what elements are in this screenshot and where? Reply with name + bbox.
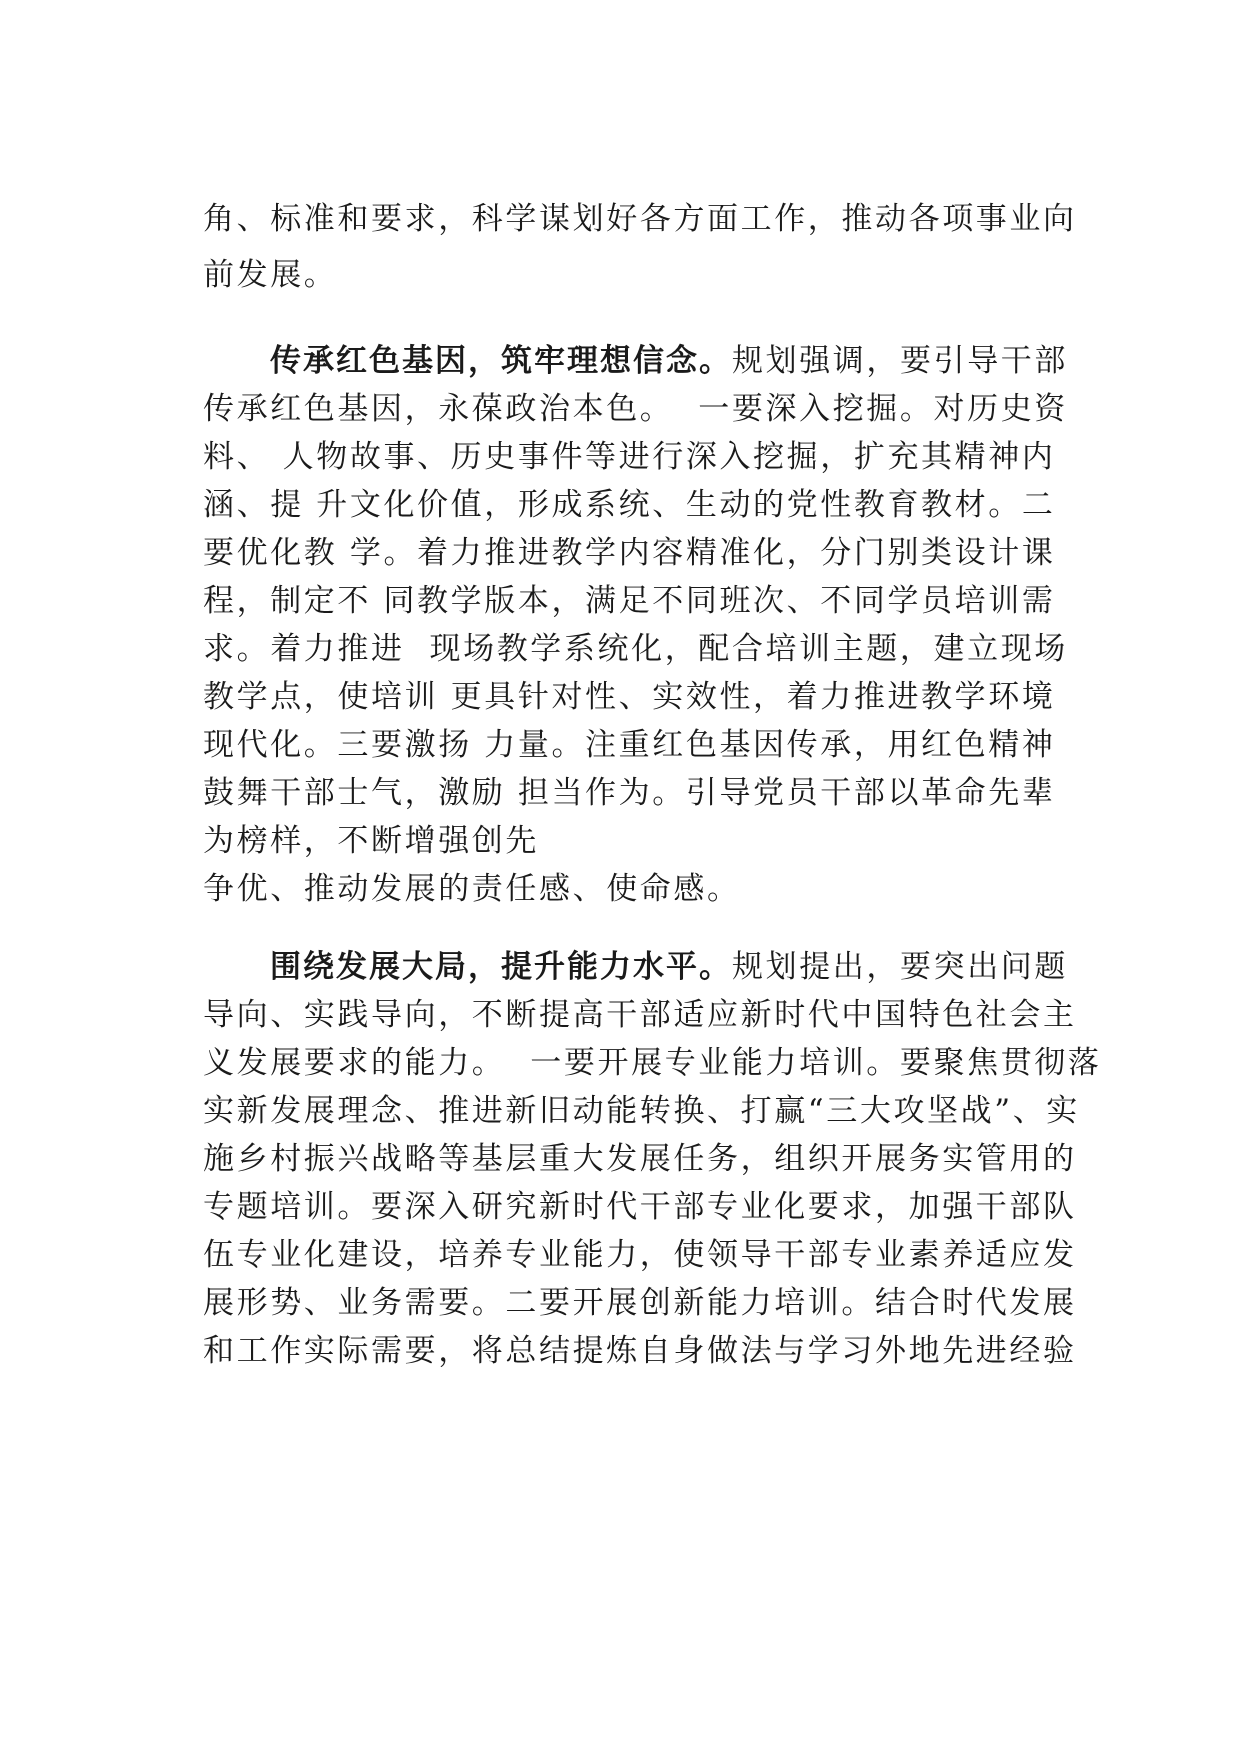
text-line <box>203 437 1083 477</box>
line-text: 教学点，使培训 更具针对性、实效性，着力推进教学环境 <box>203 679 1056 715</box>
line-text: 实新发展理念、推进新旧动能转换、打赢“三大攻坚战”、实 <box>203 1093 1080 1129</box>
line-text: 程，制定不 同教学版本，满足不同班次、不同学员培训需 <box>203 583 1056 619</box>
line-text: 前发展。 <box>203 257 338 293</box>
text-line <box>203 1235 1083 1275</box>
text-line <box>203 1091 1083 1131</box>
line-text: 规划强调，要引导干部 <box>732 343 1068 379</box>
text-line <box>203 1043 1102 1083</box>
text-line <box>203 995 1083 1035</box>
line-text: 伍专业化建设，培养专业能力，使领导干部专业素养适应发 <box>203 1237 1077 1273</box>
text-line <box>203 389 1083 429</box>
line-text: 展形势、业务需要。二要开展创新能力培训。结合时代发展 <box>203 1285 1077 1321</box>
line-text: 施乡村振兴战略等基层重大发展任务，组织开展务实管用的 <box>203 1141 1077 1177</box>
line-text: 传承红色基因，永葆政治本色。 一要深入挖掘。对历史资 <box>203 391 1068 427</box>
line-text: 义发展要求的能力。 一要开展专业能力培训。要聚焦贯彻落 <box>203 1045 1102 1081</box>
text-line <box>203 255 1083 295</box>
text-line <box>203 1139 1083 1179</box>
line-text: 和工作实际需要，将总结提炼自身做法与学习外地先进经验 <box>203 1333 1077 1369</box>
text-line <box>203 1187 1083 1227</box>
line-text: 规划提出，要突出问题 <box>732 949 1068 985</box>
line-text: 现代化。三要激扬 力量。注重红色基因传承，用红色精神 <box>203 727 1056 763</box>
text-line <box>203 1283 1083 1323</box>
line-text: 涵、提 升文化价值，形成系统、生动的党性教育教材。二 <box>203 487 1056 523</box>
line-text: 料、 人物故事、历史事件等进行深入挖掘，扩充其精神内 <box>203 439 1056 475</box>
text-line <box>203 725 1083 765</box>
line-text: 为榜样，不断增强创先 <box>203 823 539 859</box>
paragraph-heading: 传承红色基因，筑牢理想信念。 <box>270 343 732 379</box>
text-line <box>203 1331 1083 1371</box>
line-text: 角、标准和要求，科学谋划好各方面工作，推动各项事业向 <box>203 201 1077 237</box>
line-text: 鼓舞干部士气，激励 担当作为。引导党员干部以革命先辈 <box>203 775 1056 811</box>
text-line <box>203 629 1083 669</box>
line-text: 要优化教 学。着力推进教学内容精准化，分门别类设计课 <box>203 535 1056 571</box>
text-line <box>203 773 1083 813</box>
line-text: 导向、实践导向，不断提高干部适应新时代中国特色社会主 <box>203 997 1077 1033</box>
line-text: 争优、推动发展的责任感、使命感。 <box>203 871 741 907</box>
text-line <box>203 869 1083 909</box>
text-line <box>203 199 1083 239</box>
text-line <box>203 533 1083 573</box>
line-text: 专题培训。要深入研究新时代干部专业化要求，加强干部队 <box>203 1189 1077 1225</box>
line-text: 求。着力推进 现场教学系统化，配合培训主题，建立现场 <box>203 631 1068 667</box>
paragraph-heading: 围绕发展大局，提升能力水平。 <box>270 949 732 985</box>
paragraph-heading-line <box>270 947 1085 987</box>
text-line <box>203 581 1083 621</box>
paragraph-heading-line <box>270 341 1085 381</box>
text-line <box>203 485 1083 525</box>
text-line <box>203 821 1083 861</box>
text-line <box>203 677 1083 717</box>
